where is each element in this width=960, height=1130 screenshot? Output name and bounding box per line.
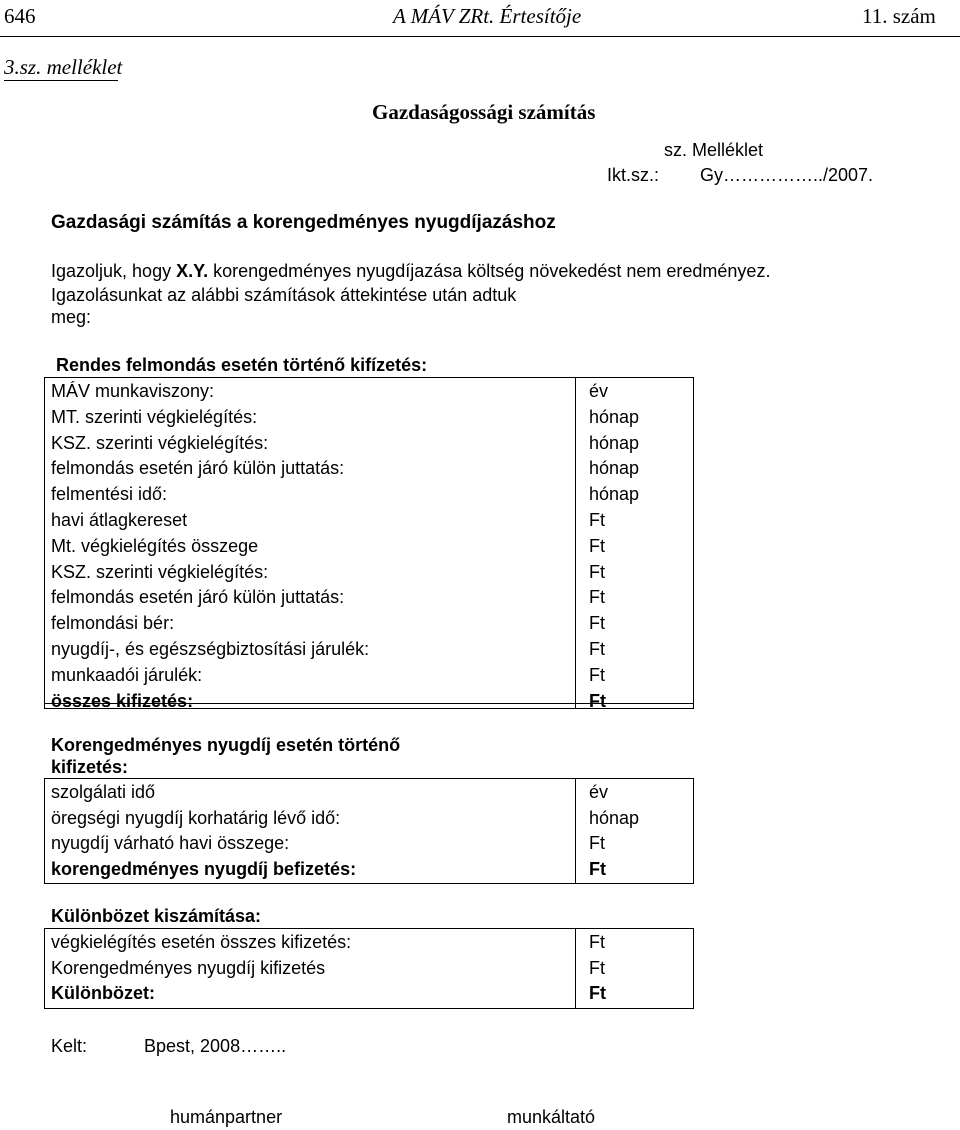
table-row — [45, 430, 693, 456]
row-unit: Ft — [589, 561, 605, 582]
row-label: MÁV munkaviszony: — [51, 381, 215, 401]
filing-number-label: Ikt.sz.: — [607, 165, 660, 185]
table-row — [45, 584, 693, 610]
row-label: felmondás esetén járó külön juttatás: — [51, 458, 345, 479]
row-label: összes kifizetés: — [51, 690, 194, 711]
row-unit: Ft — [589, 932, 605, 952]
intro-line-2: Igazolásunkat az alábbi számítások áttekintése után adtuk — [51, 285, 517, 305]
employee-placeholder: X.Y. — [176, 261, 209, 281]
table-row — [45, 636, 693, 662]
table-row — [45, 404, 693, 430]
row-unit: hónap — [589, 432, 640, 453]
table-row — [45, 533, 693, 559]
pension-table — [44, 778, 694, 884]
table-row — [45, 481, 693, 507]
row-label: nyugdíj-, és egészségbiztosítási járulék: — [51, 639, 370, 659]
table-row — [45, 455, 693, 481]
row-unit: Ft — [589, 664, 605, 685]
row-unit: hónap — [589, 406, 640, 427]
row-label: korengedményes nyugdíj befizetés: — [51, 858, 357, 879]
row-label: munkaadói járulék: — [51, 664, 203, 685]
row-unit: Ft — [589, 858, 606, 879]
table-row — [45, 805, 693, 831]
table2-heading-1: Korengedményes nyugdíj esetén történő — [51, 735, 401, 755]
table-row — [45, 955, 693, 981]
row-unit: Ft — [589, 983, 606, 1003]
table-row — [45, 856, 693, 882]
annex-reference: sz. Melléklet — [664, 140, 764, 160]
row-unit: év — [589, 381, 609, 401]
signature-hr-partner: humánpartner — [170, 1107, 283, 1127]
row-label: végkielégítés esetén összes kifizetés: — [51, 932, 352, 952]
row-label: havi átlagkereset — [51, 510, 188, 530]
date-value: Bpest, 2008…….. — [144, 1036, 287, 1056]
filing-number-value: Gy……………../2007. — [700, 165, 874, 185]
intro-text: Igazoljuk, hogy — [51, 261, 177, 281]
table1-heading: Rendes felmondás esetén történő kifízetés: — [56, 355, 428, 375]
row-unit: Ft — [589, 535, 605, 556]
row-unit: év — [589, 782, 609, 802]
table-row — [45, 610, 693, 636]
row-label: Mt. végkielégítés összege — [51, 535, 259, 556]
date-label: Kelt: — [51, 1036, 88, 1056]
row-label: felmondás esetén járó külön juttatás: — [51, 587, 345, 608]
row-unit: Ft — [589, 957, 605, 978]
table2-heading-2: kifizetés: — [51, 757, 129, 777]
table-row — [45, 507, 693, 533]
row-unit: Ft — [589, 613, 605, 634]
table-row — [45, 688, 693, 714]
difference-table — [44, 928, 694, 1009]
header-rule — [0, 36, 960, 37]
table-row — [45, 662, 693, 688]
table-row — [45, 980, 693, 1006]
signature-employer: munkáltató — [507, 1107, 596, 1127]
row-label: Korengedményes nyugdíj kifizetés — [51, 957, 326, 978]
row-label: KSZ. szerinti végkielégítés: — [51, 561, 269, 582]
row-label: öregségi nyugdíj korhatárig lévő idő: — [51, 807, 341, 828]
table-row — [45, 929, 693, 955]
intro-line-1 — [51, 261, 770, 282]
payment-table — [44, 377, 694, 709]
table-row — [45, 779, 693, 805]
row-unit: Ft — [589, 639, 605, 659]
row-unit: hónap — [589, 484, 640, 505]
annex-label: 3.sz. melléklet — [4, 55, 123, 79]
row-unit: Ft — [589, 587, 605, 608]
row-label: szolgálati idő — [51, 782, 156, 802]
row-unit: Ft — [589, 690, 606, 711]
intro-text: korengedményes nyugdíjazása költség növekedést nem eredményez. — [208, 261, 771, 281]
row-label: felmondási bér: — [51, 613, 175, 634]
row-label: felmentési idő: — [51, 484, 168, 505]
document-title: Gazdaságossági számítás — [372, 100, 596, 124]
row-label: KSZ. szerinti végkielégítés: — [51, 432, 269, 453]
intro-line-3: meg: — [51, 307, 92, 327]
section-title: Gazdasági számítás a korengedményes nyugdíjazáshoz — [51, 212, 556, 233]
row-label: Különbözet: — [51, 983, 155, 1003]
row-unit: hónap — [589, 807, 640, 828]
row-unit: Ft — [589, 510, 605, 530]
table-row — [45, 830, 693, 856]
table-row — [45, 559, 693, 585]
annex-underline — [4, 80, 118, 81]
table3-heading: Különbözet kiszámítása: — [51, 906, 262, 926]
row-unit: hónap — [589, 458, 640, 479]
page-number: 646 — [4, 4, 36, 28]
row-label: nyugdíj várható havi összege: — [51, 833, 290, 853]
row-unit: Ft — [589, 833, 605, 853]
row-label: MT. szerinti végkielégítés: — [51, 406, 258, 427]
issue-number: 11. szám — [862, 4, 936, 28]
table-row — [45, 378, 693, 404]
publication-title: A MÁV ZRt. Értesítője — [393, 4, 582, 28]
